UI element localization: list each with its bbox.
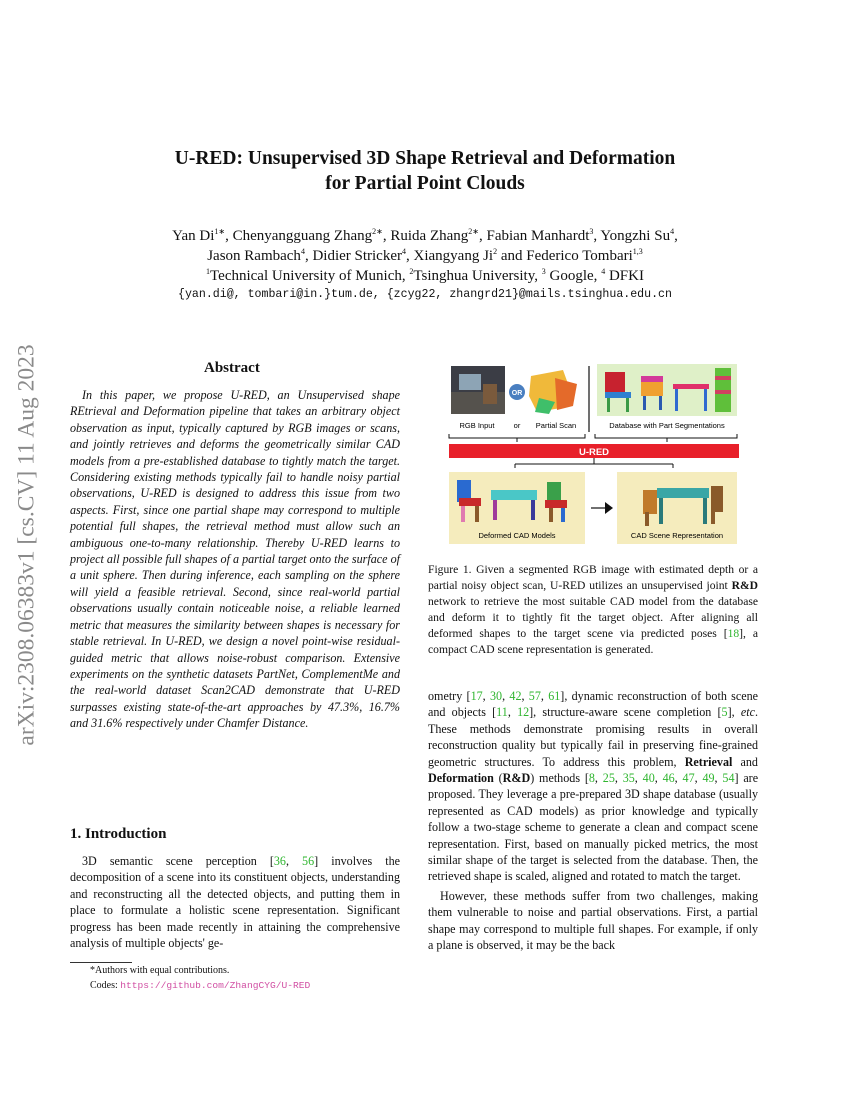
- partial-scan-image: [529, 370, 577, 414]
- citation-link[interactable]: 30: [489, 689, 503, 703]
- label-or: or: [513, 421, 521, 430]
- col2-text: . These methods demonstrate promising results in overall reconstruction quality but typically fail in preserving fine-grained geometric structures. To address this problem,: [428, 705, 758, 769]
- caption-text-c: ], a compact CAD scene representation is generated.: [428, 627, 758, 656]
- caption-text-b: network to retrieve the most suitable CAD model from the database and deform it to tightly fit the target object. After aligning all deformed shapes to the target scene via predicted poses [: [428, 595, 758, 640]
- label-deformed-models: Deformed CAD Models: [478, 531, 556, 540]
- col2-bold-rd: R&D: [502, 771, 531, 786]
- or-badge: [509, 384, 525, 400]
- citation-link[interactable]: 12: [517, 705, 530, 720]
- arxiv-stamp: [2, 290, 52, 800]
- citation-link[interactable]: 54: [722, 771, 735, 786]
- citation-link[interactable]: 17: [470, 689, 483, 703]
- citation-link[interactable]: 8: [588, 771, 595, 786]
- author-block: [0, 226, 850, 286]
- col2-text: ], structure-aware scene completion [: [529, 705, 722, 720]
- bracket-inputs: [449, 434, 585, 442]
- col2-text: ] are proposed. They leverage a pre-prepared 3D shape database (usually represented as CAD models) as prior knowledge and typically follow a two-stage scheme to generate a clean and compact scene representation. First, based on manually picked metrics, the most similar shape of the target is selected from the database. Then, the retrieved shape is scaled, aligned and rotated to match the target.: [428, 771, 759, 884]
- col2-bold-retrieval: Retrieval: [684, 754, 733, 769]
- footnote-codes: [90, 980, 310, 991]
- footnote-equal-contrib: *Authors with equal contributions.: [90, 965, 230, 976]
- citation-link[interactable]: 57: [528, 689, 541, 703]
- citation-link[interactable]: 61: [548, 689, 561, 703]
- col2-text: ) methods [: [530, 771, 589, 786]
- paper-title: [0, 146, 850, 196]
- citation-link[interactable]: 40: [642, 771, 655, 786]
- col2-paragraph-2: However, these methods suffer from two challenges, making them vulnerable to noise and partial observations. First, a partial shape may correspond to multiple full shapes. For example, if only a plane is observed, it may be the back: [428, 888, 758, 953]
- col2-text: (: [493, 771, 503, 786]
- col2-bold-deformation: Deformation: [428, 771, 494, 786]
- code-url-link[interactable]: https://github.com/ZhangCYG/U-RED: [120, 980, 311, 991]
- intro-paragraph: [70, 853, 400, 951]
- citation-link[interactable]: 5: [721, 705, 728, 720]
- intro-heading: 1. Introduction: [70, 826, 167, 842]
- abstract-heading: Abstract: [204, 360, 260, 376]
- citation-link[interactable]: 18: [727, 627, 740, 640]
- label-database: Database with Part Segmentations: [609, 421, 725, 430]
- footnote-rule: [70, 962, 132, 963]
- figure-caption: [428, 562, 758, 658]
- title-line-2: for Partial Point Clouds: [325, 173, 525, 194]
- abstract-text: In this paper, we propose U-RED, an Unsupervised shape REtrieval and Deformation pipeline that takes an arbitrary object observation as input, typically captured by RGB images or scans, and jointly retrieves and deforms the geometrically similar CAD models from a pre-established database to tightly match the target. Considering existing methods typically fail to handle noisy partial observations, U-RED is designed to address this issue from two aspects. First, since one partial shape may correspond to multiple potential full shapes, the retrieval method must allow such an ambiguous one-to-many relationship. Thereby U-RED learns to project all possible full shapes of a partial target onto the surface of a unit sphere. Then during inference, each sampling on the sphere will yield a feasible retrieval. Second, since real-world partial observations usually contain noticeable noise, a reliable learned metric that measures the similarity between shapes is necessary for stable retrieval. In U-RED, we design a novel point-wise residual-guided metric that allows noise-robust comparison. Extensive experiments on the synthetic datasets PartNet, ComplementMe and the real-world dataset Scan2CAD demonstrate that U-RED surpasses existing state-of-the-art approaches by 47.3%, 16.7% and 31.6% respectively under Chamfer Distance.: [70, 388, 400, 731]
- bracket-outputs: [515, 458, 673, 468]
- citation-link[interactable]: 49: [702, 771, 715, 786]
- label-partial-scan: Partial Scan: [535, 421, 577, 430]
- right-column-body: [428, 688, 758, 954]
- authors-line-2: Jason Rambach$^4$, Didier Stricker$^4$, Xiangyang Ji$^2$ and Federico Tombari$^{1,3}$: [207, 247, 643, 264]
- citation-link[interactable]: 46: [662, 771, 675, 786]
- col2-text: and: [732, 754, 758, 769]
- citation-link[interactable]: 11: [496, 705, 508, 720]
- intro-text-a: 3D semantic scene perception [: [82, 854, 274, 868]
- citation-link[interactable]: 25: [602, 771, 615, 786]
- arxiv-id: arXiv:2308.06383v1 [cs.CV] 11 Aug 2023: [13, 344, 40, 746]
- citation-link[interactable]: 47: [682, 771, 695, 786]
- col2-text: ], dynamic reconstruction of both scene and objects [: [428, 689, 759, 720]
- or-badge-text: OR: [511, 390, 523, 397]
- rgb-input-image: [451, 366, 505, 414]
- citation-link[interactable]: 36: [273, 854, 286, 868]
- u-red-bar-label: U-RED: [578, 447, 610, 458]
- title-line-1: U-RED: Unsupervised 3D Shape Retrieval and Deformation: [174, 148, 676, 169]
- col2-text: ],: [727, 705, 741, 720]
- citation-link[interactable]: 35: [622, 771, 635, 786]
- intro-text-b: ,: [285, 854, 303, 868]
- col2-text: ometry [: [428, 689, 471, 703]
- authors-line-1: Yan $Di^{1∗}$, Chenyangguang Zhang$^{2∗}$, Ruida Zhang$^{2∗}$, Fabian Manhardt$^3$, Yongzhi Su$^4$,: [172, 227, 678, 244]
- col2-paragraph-1: ometry [17, 30, 42, 57, 61], dynamic reconstruction of both scene and objects [11, 12], structure-aware scene completion [5], etc. These methods demonstrate promising results in overall reconstruction quality but typically fail in preserving fine-grained geometric structures. To address this problem, Retrieval and Deformation (R&D) methods [8, 25, 35, 40, 46, 47, 49, 54] are proposed. They leverage a pre-prepared 3D shape database (usually represented as CAD models) as prior knowledge and typically follow a two-stage scheme to generate a clean and compact scene representation. First, based on manually picked metrics, the most similar shape of the target is selected from the database. Then, the retrieved shape is scaled, aligned and rotated to match the target.: [428, 689, 759, 884]
- caption-text-a: Figure 1. Given a segmented RGB image with estimated depth or a partial noisy object scan, U-RED utilizes an unsupervised joint: [428, 563, 758, 592]
- footnote-codes-label: Codes:: [90, 980, 121, 991]
- citation-link[interactable]: 56: [302, 854, 315, 868]
- label-cad-scene: CAD Scene Representation: [630, 531, 724, 540]
- col2-etc: etc: [740, 705, 755, 720]
- author-emails: {yan.di@, tombari@in.}tum.de, {zcyg22, zhangrd21}@mails.tsinghua.edu.cn: [178, 288, 672, 301]
- affiliations: $^1$Technical University of Munich, $^2$Tsinghua University, $^3$ Google, $^4$ DFKI: [206, 267, 644, 284]
- database-panel: [597, 364, 737, 416]
- intro-text-c: ] involves the decomposition of a scene into its constituent objects, understanding and reconstructing all the detected objects, and putting them in place to formulate a holistic scene representation. Significant progress has been made recently in attaining the comprehensive analysis of multiple objects' ge-: [70, 854, 401, 951]
- arrow-head: [605, 502, 613, 514]
- caption-rd: R&D: [731, 579, 758, 592]
- bracket-database: [595, 434, 737, 442]
- figure-1: [445, 362, 755, 547]
- label-rgb-input: RGB Input: [459, 421, 495, 430]
- citation-link[interactable]: 42: [509, 689, 522, 703]
